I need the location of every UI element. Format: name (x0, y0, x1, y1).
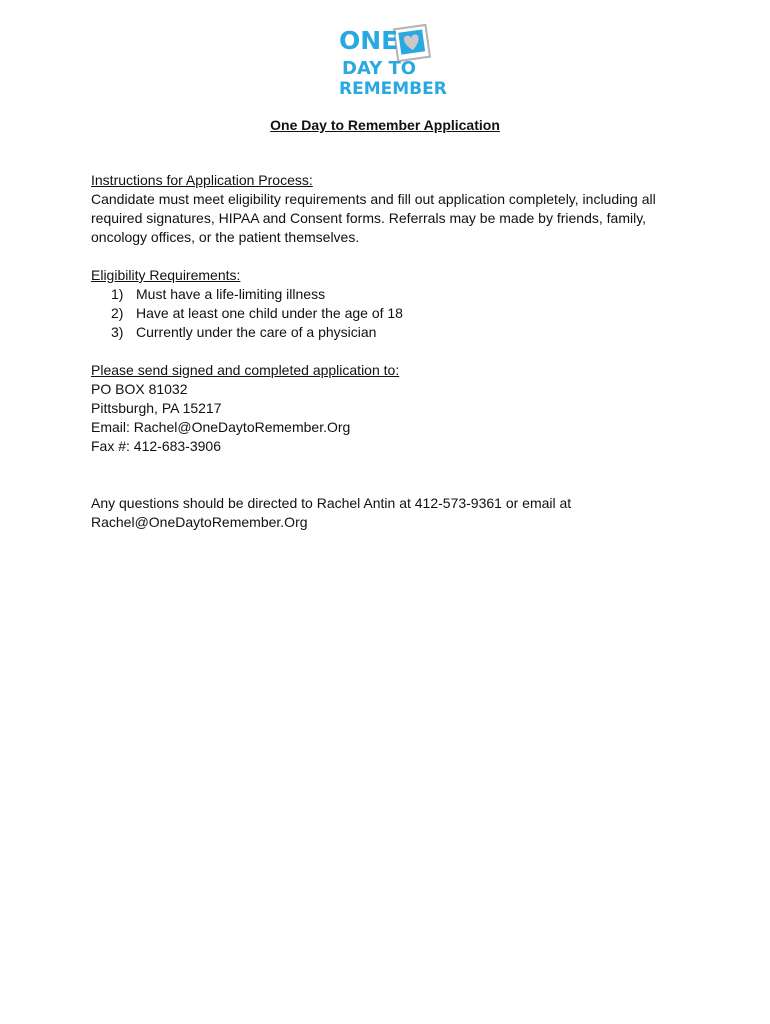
eligibility-list (91, 285, 671, 342)
logo-line-day-to: DAY TO (342, 58, 417, 79)
email-line: Email: Rachel@OneDaytoRemember.Org (91, 419, 351, 435)
list-item-text: Have at least one child under the age of 18 (136, 305, 403, 321)
list-item-text: Currently under the care of a physician (136, 324, 377, 340)
instructions-text: Candidate must meet eligibility requirements and fill out application completely, including all required signatures, HIPAA and Consent forms. Referrals may be made by friends, family, oncology offices, or the patient themselves. (91, 191, 656, 245)
document-title: One Day to Remember Application (270, 117, 500, 133)
list-item-number: 2) (111, 305, 124, 321)
list-item-text: Must have a life-limiting illness (136, 286, 326, 302)
logo-line-one: ONE (339, 26, 399, 55)
eligibility-section (91, 266, 671, 342)
list-item (111, 285, 671, 304)
list-item-number: 1) (111, 286, 124, 302)
send-to-section (91, 361, 671, 456)
document-body (91, 171, 671, 532)
list-item (111, 304, 671, 323)
logo-line-remember: REMEMBER (339, 79, 447, 99)
logo-graphic (336, 22, 447, 100)
eligibility-heading: Eligibility Requirements: (91, 267, 241, 283)
list-item-number: 3) (111, 324, 124, 340)
fax-line: Fax #: 412-683-3906 (91, 438, 221, 454)
questions-section (91, 494, 671, 532)
instructions-section (91, 171, 671, 247)
instructions-heading: Instructions for Application Process: (91, 172, 313, 188)
questions-text: Any questions should be directed to Rachel Antin at 412-573-9361 or email at Rachel@OneDaytoRemember.Org (91, 495, 572, 530)
one-day-to-remember-logo (336, 22, 447, 100)
address-line-2: Pittsburgh, PA 15217 (91, 400, 222, 416)
list-item (111, 323, 671, 342)
address-line-1: PO BOX 81032 (91, 381, 188, 397)
send-to-heading: Please send signed and completed application to: (91, 362, 400, 378)
